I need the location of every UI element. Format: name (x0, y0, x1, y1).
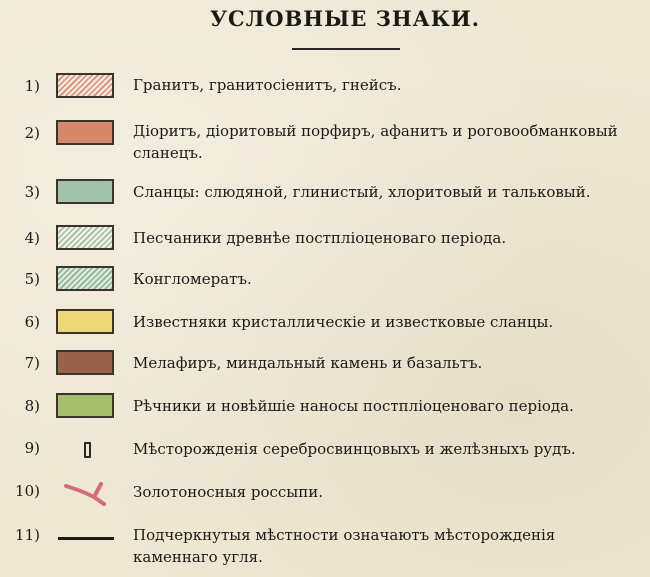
alluvium-swatch (56, 393, 114, 418)
legend-label: Рѣчники и новѣйшіе наносы постпліоценоваго періода. (133, 397, 574, 415)
legend-label: Конгломератъ. (133, 270, 252, 288)
coal-underline-icon (58, 537, 114, 540)
legend-label: Мелафиръ, миндальный камень и базальтъ. (133, 354, 483, 372)
legend-label: Мѣсторожденія серебросвинцовыхъ и желѣзныхъ рудъ. (133, 440, 576, 458)
legend-number: 9) (24, 439, 40, 457)
legend-number: 6) (24, 313, 40, 331)
legend-number: 7) (24, 354, 40, 372)
limestone-swatch (56, 309, 114, 334)
title-underline (292, 48, 400, 50)
legend-number: 1) (24, 77, 40, 95)
slate-swatch (56, 179, 114, 204)
legend-label: Песчаники древнѣе постпліоценоваго періода. (133, 229, 507, 247)
legend-label: Гранитъ, гранитосіенитъ, гнейсъ. (133, 76, 402, 94)
legend-number: 5) (24, 270, 40, 288)
legend-label: Золотоносныя россыпи. (133, 483, 323, 501)
gold-placer-icon (64, 480, 110, 506)
legend-number: 2) (24, 124, 40, 142)
legend-label: Подчеркнутыя мѣстности означаютъ мѣсторожденія каменнаго угля. (133, 526, 556, 566)
legend-number: 11) (15, 526, 40, 544)
conglomerate-swatch (56, 266, 114, 291)
sandstone-swatch (56, 225, 114, 250)
legend-number: 4) (24, 229, 40, 247)
legend-label: Діоритъ, діоритовый порфиръ, афанитъ и роговообманковый сланецъ. (133, 122, 618, 162)
legend-number: 10) (15, 482, 40, 500)
legend-number: 8) (24, 397, 40, 415)
legend-label: Сланцы: слюдяной, глинистый, хлоритовый и тальковый. (133, 183, 591, 201)
legend-title: УСЛОВНЫЕ ЗНАКИ. (209, 6, 481, 31)
melaphyre-swatch (56, 350, 114, 375)
legend-number: 3) (24, 183, 40, 201)
ore-deposit-icon (84, 442, 91, 458)
granite-swatch (56, 73, 114, 98)
legend-label: Известняки кристаллическіе и известковые сланцы. (133, 313, 554, 331)
diorite-swatch (56, 120, 114, 145)
